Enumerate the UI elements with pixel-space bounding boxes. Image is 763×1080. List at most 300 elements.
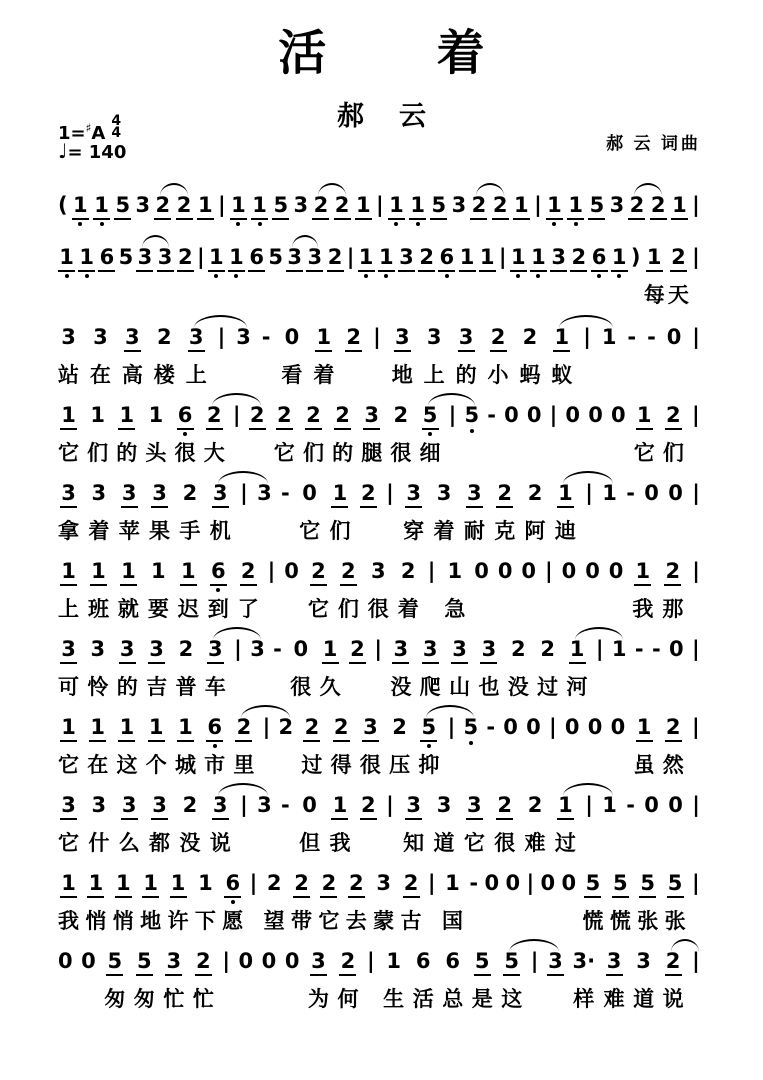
note-marks: [310, 973, 327, 983]
barline: [531, 950, 539, 1012]
note-value: 2: [266, 871, 282, 895]
eighth-underline: [303, 740, 320, 742]
note-value: 0: [610, 403, 626, 427]
note-cell: [148, 560, 169, 622]
artist-name: 郝云: [336, 101, 462, 131]
eighth-underline: [392, 662, 409, 664]
note-cell: [644, 482, 659, 544]
note-cell: [299, 482, 320, 544]
note-value: |: [249, 871, 258, 895]
note-value: |: [240, 793, 248, 817]
note-marks: [591, 269, 608, 279]
barline: [692, 560, 700, 622]
lyric: 下: [194, 909, 216, 933]
note-marks: [120, 583, 137, 593]
note-cell: [58, 560, 79, 622]
note-marks: [148, 739, 165, 749]
note-value: 0: [644, 793, 659, 817]
eighth-underline: [235, 740, 252, 742]
eighth-underline: [466, 818, 483, 820]
note-value: 3: [394, 325, 410, 349]
eighth-underline: [206, 740, 223, 742]
note-cell: [88, 560, 109, 622]
eighth-underline: [210, 584, 227, 586]
note-value: 2: [333, 715, 349, 739]
note-marks: [530, 269, 547, 279]
note-value: |: [534, 193, 542, 217]
note-value: 1: [88, 871, 104, 895]
note-value: |: [585, 793, 593, 817]
low-octave-dot: [427, 744, 431, 748]
eighth-underline: [546, 218, 563, 220]
note-value: 5: [115, 193, 131, 217]
lyric: 的: [116, 675, 138, 699]
note-cell: [163, 950, 184, 1012]
note-value: 2: [360, 481, 376, 505]
barline: [499, 246, 507, 308]
note-cell: [308, 950, 329, 1012]
note-marks: [177, 269, 194, 279]
low-octave-dot: [552, 222, 556, 226]
low-octave-dot: [416, 222, 420, 226]
lyric: 就: [117, 597, 139, 621]
lyric: 腿: [361, 441, 383, 465]
lyric: 过: [301, 753, 323, 777]
note-cell: [177, 246, 194, 308]
note-value: 5: [136, 949, 152, 973]
note-cell: [134, 950, 155, 1012]
lyric: 车: [204, 675, 226, 699]
barline: [692, 872, 700, 934]
note-cell: [204, 716, 225, 778]
barline: [347, 246, 355, 308]
eighth-underline: [248, 270, 265, 272]
lyric: 穿: [403, 519, 425, 543]
lyric: 怜: [87, 675, 109, 699]
note-cell: [119, 246, 134, 308]
note-value: 2: [403, 871, 419, 895]
note-cell: [285, 950, 300, 1012]
lyric: 悄: [112, 909, 134, 933]
eighth-underline: [671, 218, 688, 220]
note-marks: [60, 895, 77, 905]
note-marks: [148, 661, 165, 671]
note-value: 2: [327, 245, 343, 269]
note-marks: [60, 583, 77, 593]
lyric: 说: [209, 831, 231, 855]
note-marks: [212, 505, 229, 515]
note-cell: [306, 246, 323, 308]
note-marks: [58, 269, 75, 279]
note-marks: [157, 269, 174, 279]
note-cell: [403, 482, 424, 544]
note-cell: [58, 326, 79, 388]
eighth-underline: [60, 428, 77, 430]
eighth-underline: [177, 270, 194, 272]
note-value: |: [549, 715, 557, 739]
note-marks: [228, 269, 245, 279]
note-value: 3: [376, 871, 391, 895]
lyric: 那: [662, 597, 684, 621]
note-value: 3: [399, 245, 414, 269]
note-value: 5: [421, 715, 437, 739]
note-marks: [394, 349, 411, 359]
note-value: |: [376, 193, 384, 217]
note-value: 3: [458, 325, 474, 349]
note-value: 2: [182, 793, 198, 817]
note-value: 1: [568, 193, 583, 217]
note-cell: [205, 638, 226, 700]
eighth-underline: [503, 974, 520, 976]
note-value: 0: [284, 949, 300, 973]
note-value: 1: [332, 481, 348, 505]
eighth-underline: [636, 740, 653, 742]
note-cell: [413, 950, 434, 1012]
lyric: 们: [329, 519, 351, 543]
note-marks: [634, 583, 651, 593]
note-cell: [611, 404, 626, 466]
slur-arc: [194, 315, 247, 328]
note-cell: [210, 482, 231, 544]
lyric: 慌: [609, 909, 631, 933]
note-marks: [646, 269, 663, 279]
barline: [526, 872, 534, 934]
note-cell: [349, 638, 366, 700]
note-value: |: [692, 193, 700, 217]
note-value: 0: [261, 949, 277, 973]
note-value: |: [222, 949, 231, 973]
note-value: 1: [531, 245, 546, 269]
note-value: 6: [445, 949, 461, 973]
eighth-underline: [665, 740, 682, 742]
note-value: 0: [608, 559, 624, 583]
music-line: [58, 390, 700, 466]
note-cell: [444, 560, 465, 622]
note-cell: [540, 872, 555, 934]
note-value: 1: [252, 193, 267, 217]
eighth-underline: [639, 896, 656, 898]
note-marks: [114, 217, 131, 227]
eighth-underline: [151, 506, 168, 508]
note-value: 0: [504, 403, 519, 427]
note-cell: [175, 638, 196, 700]
eighth-underline: [345, 350, 362, 352]
note-value: -: [626, 793, 635, 817]
note-value: 6: [249, 245, 264, 269]
note-marks: [331, 505, 348, 515]
note-cell: [663, 404, 684, 466]
eighth-underline: [510, 270, 527, 272]
lyric: 到: [207, 597, 229, 621]
note-marks: [639, 895, 656, 905]
note-value: 1: [547, 193, 562, 217]
note-value: 3: [91, 793, 107, 817]
note-cell: [116, 716, 137, 778]
eighth-underline: [430, 218, 447, 220]
note-value: |: [692, 481, 700, 505]
note-value: 2: [527, 793, 543, 817]
slur-arc: [428, 393, 475, 406]
eighth-underline: [228, 270, 245, 272]
lyric: 蒙: [373, 909, 395, 933]
note-value: 2: [240, 559, 256, 583]
note-value: 3: [149, 637, 164, 661]
eighth-underline: [276, 428, 293, 430]
note-cell: [178, 560, 199, 622]
note-value: 1: [181, 559, 196, 583]
note-value: |: [585, 481, 593, 505]
note-cell: [368, 560, 389, 622]
eighth-underline: [634, 584, 651, 586]
note-value: 1: [119, 715, 135, 739]
note-cell: [136, 246, 153, 308]
note-marks: [339, 973, 356, 983]
lyric: 阿: [524, 519, 546, 543]
eighth-underline: [331, 506, 348, 508]
lyric: 山: [449, 675, 471, 699]
note-marks: [430, 217, 447, 227]
note-value: |: [692, 637, 700, 661]
note-cell: [390, 638, 411, 700]
lyric: 普: [175, 675, 197, 699]
note-cell: [508, 638, 529, 700]
lyric: 耐: [463, 519, 485, 543]
key-letter: A: [91, 123, 106, 144]
note-cell: [360, 794, 377, 856]
note-marks: [469, 739, 473, 749]
note-value: -: [487, 403, 496, 427]
note-marks: [206, 739, 223, 749]
lyric: 难: [603, 987, 625, 1011]
note-cell: [318, 872, 339, 934]
note-value: 1: [558, 481, 573, 505]
lyric: 头: [145, 441, 167, 465]
lyric: 蚁: [551, 363, 573, 387]
note-value: 0: [526, 403, 542, 427]
note-cell: [434, 482, 455, 544]
note-value: 1: [197, 193, 213, 217]
note-cell: [337, 950, 358, 1012]
note-value: 0: [302, 793, 317, 817]
note-value: 1: [602, 793, 617, 817]
eighth-underline: [360, 506, 377, 508]
note-cell: [210, 794, 231, 856]
lyric: 班: [87, 597, 109, 621]
note-value: 1: [143, 871, 158, 895]
note-cell: [116, 404, 137, 466]
note-value: 1: [121, 559, 136, 583]
note-cell: [459, 246, 476, 308]
lyric: 着: [88, 519, 110, 543]
lyric: 拿: [58, 519, 79, 543]
note-cell: [58, 246, 75, 308]
note-cell: [486, 716, 495, 778]
lyric: 许: [167, 909, 189, 933]
eighth-underline: [490, 350, 507, 352]
note-cell: [510, 246, 527, 308]
note-marks: [286, 269, 303, 279]
note-value: 5: [474, 949, 490, 973]
low-octave-dot: [213, 744, 217, 748]
lyric: 很: [174, 441, 196, 465]
note-marks: [466, 505, 483, 515]
note-value: 3: [236, 325, 251, 349]
note-cell: [239, 950, 254, 1012]
eighth-underline: [60, 506, 77, 508]
note-cell: [647, 326, 656, 388]
note-value: |: [692, 245, 700, 269]
lyric: 吉: [146, 675, 168, 699]
barline: [268, 560, 276, 622]
note-cell: [525, 482, 546, 544]
note-cell: [637, 872, 658, 934]
note-marks: [224, 895, 241, 905]
note-value: 2: [400, 559, 416, 583]
note-cell: [301, 716, 322, 778]
note-marks: [349, 661, 366, 671]
note-value: |: [691, 715, 700, 739]
note-value: 1: [514, 193, 529, 217]
note-cell: [264, 872, 285, 934]
note-cell: [633, 950, 654, 1012]
low-octave-dot: [85, 274, 89, 278]
note-value: 3: [119, 637, 135, 661]
note-cell: [274, 404, 295, 466]
note-cell: [469, 872, 478, 934]
barline: [692, 794, 700, 856]
sharp-icon: ♯: [85, 121, 92, 135]
note-value: 0: [484, 871, 500, 895]
lyric: 个: [145, 753, 167, 777]
note-value: -: [651, 637, 661, 661]
lyric: 它: [463, 831, 485, 855]
note-cell: [565, 404, 580, 466]
note-value: |: [267, 559, 276, 583]
eighth-underline: [636, 428, 653, 430]
eighth-underline: [470, 218, 487, 220]
note-cell: [329, 794, 350, 856]
low-octave-dot: [236, 222, 240, 226]
barline: [596, 638, 604, 700]
eighth-underline: [553, 350, 570, 352]
note-marks: [474, 973, 491, 983]
eighth-underline: [87, 896, 104, 898]
note-cell: [635, 638, 644, 700]
note-cell: [299, 794, 320, 856]
note-cell: [505, 872, 520, 934]
note-cell: [140, 872, 161, 934]
lyric: 手: [179, 519, 201, 543]
music-line: [58, 546, 700, 622]
note-cell: [87, 404, 108, 466]
note-value: |: [583, 325, 591, 349]
eighth-underline: [664, 584, 681, 586]
eighth-underline: [89, 740, 106, 742]
low-octave-dot: [364, 274, 368, 278]
note-value: 1: [61, 715, 76, 739]
eighth-underline: [310, 974, 327, 976]
note-marks: [235, 739, 252, 749]
note-value: 2: [177, 245, 193, 269]
note-marks: [212, 817, 229, 827]
note-marks: [422, 427, 439, 437]
note-value: |: [549, 403, 558, 427]
eighth-underline: [513, 218, 530, 220]
note-value: 1: [119, 403, 135, 427]
eighth-underline: [451, 662, 468, 664]
note-cell: [290, 638, 311, 700]
note-cell: [503, 716, 518, 778]
note-cell: [284, 560, 299, 622]
note-marks: [180, 583, 197, 593]
lyric: 然: [662, 753, 684, 777]
eighth-underline: [60, 662, 77, 664]
music-line: [58, 858, 700, 934]
note-cell: [463, 716, 478, 778]
barline: [234, 638, 242, 700]
note-value: 1: [229, 245, 244, 269]
note-value: 0: [503, 715, 518, 739]
note-marks: [363, 427, 380, 437]
note-value: 3: [257, 481, 272, 505]
note-cell: [262, 950, 277, 1012]
note-cell: [602, 794, 617, 856]
note-marks: [118, 739, 135, 749]
eighth-underline: [177, 740, 194, 742]
note-marks: [87, 895, 104, 905]
note-value: -: [626, 481, 635, 505]
note-value: 3: [121, 793, 137, 817]
eighth-underline: [322, 662, 339, 664]
note-marks: [251, 217, 268, 227]
note-cell: [332, 404, 353, 466]
lyric: 去: [345, 909, 367, 933]
note-value: 2: [311, 559, 326, 583]
note-cell: [611, 246, 628, 308]
barline: [218, 326, 226, 388]
note-cell: [550, 246, 567, 308]
lyric: 何: [337, 987, 359, 1011]
note-marks: [60, 817, 77, 827]
note-cell: [58, 716, 79, 778]
lyric: 张: [637, 909, 659, 933]
note-cell: [464, 794, 485, 856]
note-value: 0: [302, 481, 317, 505]
note-marks: [496, 505, 513, 515]
note-cell: [610, 872, 631, 934]
note-marks: [557, 505, 574, 515]
note-cell: [582, 872, 603, 934]
eighth-underline: [628, 218, 645, 220]
slur-arc: [563, 783, 613, 796]
eighth-underline: [60, 818, 77, 820]
note-value: 1: [410, 193, 425, 217]
note-marks: [664, 583, 681, 593]
note-value: 0: [293, 637, 309, 661]
eighth-underline: [650, 218, 667, 220]
note-cell: [58, 638, 79, 700]
lyric: 每: [643, 283, 665, 307]
note-marks: [272, 217, 289, 227]
note-marks: [438, 269, 455, 279]
eighth-underline: [60, 584, 77, 586]
slur-arc: [241, 705, 290, 718]
note-value: 3: [121, 481, 137, 505]
lyric: 生: [383, 987, 405, 1011]
note-cell: [634, 716, 655, 778]
note-value: 3: [157, 245, 173, 269]
note-cell: [383, 950, 404, 1012]
